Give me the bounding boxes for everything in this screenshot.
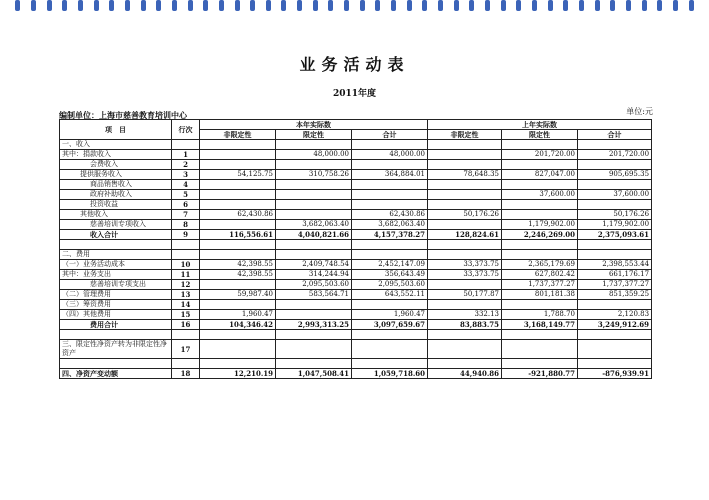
amount-cell bbox=[428, 180, 502, 190]
row-line-number: 18 bbox=[172, 369, 200, 379]
amount-cell: 12,210.19 bbox=[200, 369, 276, 379]
row-line-number: 17 bbox=[172, 340, 200, 359]
report-year: 2011年度 bbox=[332, 89, 377, 99]
amount-cell bbox=[276, 190, 352, 200]
row-line-number bbox=[172, 330, 200, 340]
amount-cell: 3,249,912.69 bbox=[578, 320, 652, 330]
amount-cell: 1,059,718.60 bbox=[352, 369, 428, 379]
amount-cell bbox=[200, 180, 276, 190]
amount-cell: 1,737,377.27 bbox=[502, 280, 578, 290]
table-row bbox=[60, 160, 652, 170]
row-label: 会费收入 bbox=[60, 160, 172, 170]
binding-ring bbox=[344, 0, 349, 11]
amount-cell bbox=[200, 190, 276, 200]
amount-cell: 1,047,508.41 bbox=[276, 369, 352, 379]
amount-cell bbox=[352, 250, 428, 260]
binding-ring bbox=[422, 0, 427, 11]
amount-cell: 2,409,748.54 bbox=[276, 260, 352, 270]
binding-ring bbox=[579, 0, 584, 11]
amount-cell bbox=[276, 210, 352, 220]
amount-cell bbox=[428, 220, 502, 230]
binding-ring bbox=[219, 0, 224, 11]
amount-cell: 2,095,503.60 bbox=[352, 280, 428, 290]
table-row bbox=[60, 140, 652, 150]
amount-cell bbox=[428, 359, 502, 369]
amount-cell: 33,373.75 bbox=[428, 260, 502, 270]
row-line-number: 7 bbox=[172, 210, 200, 220]
amount-cell bbox=[502, 330, 578, 340]
amount-cell bbox=[578, 200, 652, 210]
binding-ring bbox=[313, 0, 318, 11]
amount-cell: 3,097,659.67 bbox=[352, 320, 428, 330]
amount-cell bbox=[352, 190, 428, 200]
row-label: 收入合计 bbox=[60, 230, 172, 240]
amount-cell: 48,000.00 bbox=[276, 150, 352, 160]
table-row bbox=[60, 320, 652, 330]
binding-ring bbox=[391, 0, 396, 11]
unit-label: 单位:元 bbox=[626, 107, 653, 116]
amount-cell: 62,430.86 bbox=[200, 210, 276, 220]
amount-cell: 37,600.00 bbox=[578, 190, 652, 200]
amount-cell bbox=[502, 200, 578, 210]
amount-cell bbox=[352, 300, 428, 310]
amount-cell: 4,040,821.66 bbox=[276, 230, 352, 240]
amount-cell: 201,720.00 bbox=[578, 150, 652, 160]
table-row bbox=[60, 240, 652, 250]
binding-ring bbox=[595, 0, 600, 11]
row-line-number: 13 bbox=[172, 290, 200, 300]
amount-cell bbox=[276, 140, 352, 150]
amount-cell: 2,452,147.09 bbox=[352, 260, 428, 270]
amount-cell bbox=[428, 240, 502, 250]
table-row bbox=[60, 250, 652, 260]
amount-cell bbox=[502, 250, 578, 260]
binding-ring bbox=[563, 0, 568, 11]
amount-cell: 104,346.42 bbox=[200, 320, 276, 330]
row-line-number bbox=[172, 250, 200, 260]
row-label: 二、费用 bbox=[60, 250, 172, 260]
amount-cell: 583,564.71 bbox=[276, 290, 352, 300]
amount-cell bbox=[276, 310, 352, 320]
amount-cell: 62,430.86 bbox=[352, 210, 428, 220]
amount-cell: 1,960.47 bbox=[200, 310, 276, 320]
amount-cell bbox=[276, 240, 352, 250]
row-line-number: 4 bbox=[172, 180, 200, 190]
amount-cell bbox=[276, 160, 352, 170]
binding-ring bbox=[328, 0, 333, 11]
table-row bbox=[60, 270, 652, 280]
amount-cell bbox=[200, 359, 276, 369]
binding-ring bbox=[375, 0, 380, 11]
binding-ring bbox=[31, 0, 36, 11]
binding-ring bbox=[188, 0, 193, 11]
binding-ring bbox=[172, 0, 177, 11]
amount-cell: 4,157,378.27 bbox=[352, 230, 428, 240]
header-total: 合计 bbox=[352, 130, 428, 140]
amount-cell bbox=[428, 140, 502, 150]
amount-cell: 128,824.61 bbox=[428, 230, 502, 240]
amount-cell bbox=[578, 250, 652, 260]
row-line-number bbox=[172, 240, 200, 250]
row-label: 一、收入 bbox=[60, 140, 172, 150]
binding-ring bbox=[109, 0, 114, 11]
row-label: 商品销售收入 bbox=[60, 180, 172, 190]
header-restricted: 限定性 bbox=[502, 130, 578, 140]
row-line-number: 2 bbox=[172, 160, 200, 170]
amount-cell bbox=[502, 340, 578, 359]
amount-cell: 1,960.47 bbox=[352, 310, 428, 320]
amount-cell bbox=[200, 280, 276, 290]
binding-ring bbox=[15, 0, 20, 11]
table-row bbox=[60, 290, 652, 300]
amount-cell: 1,179,902.00 bbox=[502, 220, 578, 230]
binding-ring bbox=[610, 0, 615, 11]
amount-cell bbox=[200, 300, 276, 310]
table-row bbox=[60, 180, 652, 190]
amount-cell: 801,181.38 bbox=[502, 290, 578, 300]
amount-cell: 78,648.35 bbox=[428, 170, 502, 180]
amount-cell bbox=[502, 180, 578, 190]
binding-ring bbox=[626, 0, 631, 11]
amount-cell: 314,244.94 bbox=[276, 270, 352, 280]
row-label: 其中：业务支出 bbox=[60, 270, 172, 280]
binding-ring bbox=[657, 0, 662, 11]
amount-cell: 59,987.40 bbox=[200, 290, 276, 300]
row-label: 三、限定性净资产转为非限定性净资产 bbox=[60, 340, 172, 359]
amount-cell bbox=[428, 200, 502, 210]
row-line-number: 3 bbox=[172, 170, 200, 180]
table-row bbox=[60, 210, 652, 220]
row-label: （四）其他费用 bbox=[60, 310, 172, 320]
amount-cell bbox=[578, 330, 652, 340]
amount-cell: -921,880.77 bbox=[502, 369, 578, 379]
document-title: 业务活动表 bbox=[299, 55, 410, 74]
amount-cell bbox=[352, 200, 428, 210]
row-label: 四、净资产变动额 bbox=[60, 369, 172, 379]
header-row-1 bbox=[60, 120, 652, 130]
amount-cell: 3,682,063.40 bbox=[276, 220, 352, 230]
amount-cell bbox=[200, 250, 276, 260]
binding-ring bbox=[281, 0, 286, 11]
amount-cell bbox=[276, 250, 352, 260]
binding-ring bbox=[438, 0, 443, 11]
amount-cell bbox=[352, 160, 428, 170]
row-label: （一）业务活动成本 bbox=[60, 260, 172, 270]
amount-cell bbox=[276, 330, 352, 340]
binding-ring bbox=[141, 0, 146, 11]
amount-cell bbox=[578, 140, 652, 150]
amount-cell bbox=[352, 240, 428, 250]
amount-cell bbox=[502, 240, 578, 250]
row-line-number: 9 bbox=[172, 230, 200, 240]
row-label: 投资收益 bbox=[60, 200, 172, 210]
amount-cell: 643,552.11 bbox=[352, 290, 428, 300]
row-line-number: 11 bbox=[172, 270, 200, 280]
amount-cell bbox=[352, 340, 428, 359]
header-unrestricted: 非限定性 bbox=[200, 130, 276, 140]
amount-cell bbox=[352, 359, 428, 369]
row-label: 慈善培训专项支出 bbox=[60, 280, 172, 290]
activity-table bbox=[59, 119, 652, 379]
binding-ring bbox=[516, 0, 521, 11]
table-row bbox=[60, 340, 652, 359]
amount-cell bbox=[200, 330, 276, 340]
binding-ring bbox=[203, 0, 208, 11]
amount-cell: 54,125.75 bbox=[200, 170, 276, 180]
row-label: 慈善培训专项收入 bbox=[60, 220, 172, 230]
binding-ring bbox=[407, 0, 412, 11]
binding-ring bbox=[532, 0, 537, 11]
row-line-number: 8 bbox=[172, 220, 200, 230]
amount-cell bbox=[502, 210, 578, 220]
amount-cell: 50,177.87 bbox=[428, 290, 502, 300]
amount-cell: 44,940.86 bbox=[428, 369, 502, 379]
binding-ring bbox=[94, 0, 99, 11]
table-row bbox=[60, 200, 652, 210]
binding-ring bbox=[501, 0, 506, 11]
table-row bbox=[60, 150, 652, 160]
binding-rings bbox=[0, 0, 709, 14]
organization-label: 编制单位：上海市慈善教育培训中心 bbox=[59, 110, 187, 120]
binding-ring bbox=[62, 0, 67, 11]
binding-ring bbox=[235, 0, 240, 11]
amount-cell: 851,359.25 bbox=[578, 290, 652, 300]
row-label bbox=[60, 240, 172, 250]
table-row bbox=[60, 190, 652, 200]
binding-ring bbox=[297, 0, 302, 11]
table-row bbox=[60, 369, 652, 379]
header-total: 合计 bbox=[578, 130, 652, 140]
table-row bbox=[60, 359, 652, 369]
row-line-number: 1 bbox=[172, 150, 200, 160]
amount-cell bbox=[578, 359, 652, 369]
amount-cell bbox=[428, 150, 502, 160]
table-row bbox=[60, 170, 652, 180]
row-label: （三）筹资费用 bbox=[60, 300, 172, 310]
amount-cell: 42,398.55 bbox=[200, 270, 276, 280]
amount-cell bbox=[276, 300, 352, 310]
amount-cell bbox=[276, 180, 352, 190]
amount-cell: 2,246,269.00 bbox=[502, 230, 578, 240]
row-label: 政府补助收入 bbox=[60, 190, 172, 200]
row-line-number: 10 bbox=[172, 260, 200, 270]
amount-cell: 332.13 bbox=[428, 310, 502, 320]
amount-cell: 905,695.35 bbox=[578, 170, 652, 180]
amount-cell: 116,556.61 bbox=[200, 230, 276, 240]
binding-ring bbox=[125, 0, 130, 11]
amount-cell: 2,993,313.25 bbox=[276, 320, 352, 330]
table-row bbox=[60, 260, 652, 270]
amount-cell bbox=[428, 340, 502, 359]
binding-ring bbox=[47, 0, 52, 11]
amount-cell: 661,176.17 bbox=[578, 270, 652, 280]
amount-cell bbox=[200, 340, 276, 359]
amount-cell bbox=[428, 300, 502, 310]
binding-ring bbox=[250, 0, 255, 11]
amount-cell bbox=[428, 160, 502, 170]
amount-cell: 50,176.26 bbox=[578, 210, 652, 220]
amount-cell bbox=[502, 140, 578, 150]
amount-cell bbox=[352, 180, 428, 190]
row-line-number bbox=[172, 359, 200, 369]
amount-cell: 37,600.00 bbox=[502, 190, 578, 200]
row-line-number: 12 bbox=[172, 280, 200, 290]
amount-cell bbox=[200, 140, 276, 150]
header-previous-year: 上年实际数 bbox=[428, 120, 652, 130]
binding-ring bbox=[642, 0, 647, 11]
amount-cell: 48,000.00 bbox=[352, 150, 428, 160]
header-current-year: 本年实际数 bbox=[200, 120, 428, 130]
table-row bbox=[60, 220, 652, 230]
amount-cell: -876,939.91 bbox=[578, 369, 652, 379]
row-label bbox=[60, 359, 172, 369]
row-line-number: 16 bbox=[172, 320, 200, 330]
amount-cell: 827,047.00 bbox=[502, 170, 578, 180]
row-line-number: 5 bbox=[172, 190, 200, 200]
binding-ring bbox=[485, 0, 490, 11]
binding-ring bbox=[454, 0, 459, 11]
amount-cell: 2,375,093.61 bbox=[578, 230, 652, 240]
amount-cell: 2,095,503.60 bbox=[276, 280, 352, 290]
amount-cell: 3,168,149.77 bbox=[502, 320, 578, 330]
amount-cell bbox=[428, 250, 502, 260]
amount-cell: 42,398.55 bbox=[200, 260, 276, 270]
amount-cell bbox=[428, 280, 502, 290]
amount-cell bbox=[578, 300, 652, 310]
amount-cell: 310,758.26 bbox=[276, 170, 352, 180]
amount-cell: 1,788.70 bbox=[502, 310, 578, 320]
binding-ring bbox=[689, 0, 694, 11]
amount-cell bbox=[578, 180, 652, 190]
row-label: 其中：捐款收入 bbox=[60, 150, 172, 160]
amount-cell bbox=[200, 240, 276, 250]
amount-cell bbox=[352, 330, 428, 340]
amount-cell bbox=[352, 140, 428, 150]
amount-cell bbox=[578, 240, 652, 250]
amount-cell bbox=[502, 359, 578, 369]
header-restricted: 限定性 bbox=[276, 130, 352, 140]
amount-cell: 201,720.00 bbox=[502, 150, 578, 160]
binding-ring bbox=[78, 0, 83, 11]
amount-cell bbox=[276, 200, 352, 210]
amount-cell bbox=[578, 160, 652, 170]
amount-cell bbox=[578, 340, 652, 359]
amount-cell: 364,884.01 bbox=[352, 170, 428, 180]
amount-cell bbox=[428, 190, 502, 200]
table-row bbox=[60, 230, 652, 240]
amount-cell: 2,365,179.69 bbox=[502, 260, 578, 270]
amount-cell: 2,398,553.44 bbox=[578, 260, 652, 270]
amount-cell: 83,883.75 bbox=[428, 320, 502, 330]
row-line-number: 6 bbox=[172, 200, 200, 210]
binding-ring bbox=[156, 0, 161, 11]
amount-cell bbox=[502, 160, 578, 170]
amount-cell bbox=[200, 220, 276, 230]
binding-ring bbox=[673, 0, 678, 11]
binding-ring bbox=[469, 0, 474, 11]
amount-cell: 627,802.42 bbox=[502, 270, 578, 280]
table-row bbox=[60, 300, 652, 310]
amount-cell: 1,179,902.00 bbox=[578, 220, 652, 230]
row-label bbox=[60, 330, 172, 340]
amount-cell bbox=[276, 340, 352, 359]
binding-ring bbox=[360, 0, 365, 11]
row-line-number: 14 bbox=[172, 300, 200, 310]
table-row bbox=[60, 280, 652, 290]
amount-cell: 3,682,063.40 bbox=[352, 220, 428, 230]
row-label: （二）管理费用 bbox=[60, 290, 172, 300]
row-label: 费用合计 bbox=[60, 320, 172, 330]
binding-ring bbox=[266, 0, 271, 11]
amount-cell: 1,737,377.27 bbox=[578, 280, 652, 290]
row-line-number: 15 bbox=[172, 310, 200, 320]
amount-cell: 356,643.49 bbox=[352, 270, 428, 280]
row-line-number bbox=[172, 140, 200, 150]
table-row bbox=[60, 310, 652, 320]
amount-cell: 50,176.26 bbox=[428, 210, 502, 220]
header-line: 行次 bbox=[172, 120, 200, 140]
amount-cell bbox=[428, 330, 502, 340]
amount-cell: 33,373.75 bbox=[428, 270, 502, 280]
header-item: 项 目 bbox=[60, 120, 172, 140]
amount-cell bbox=[276, 359, 352, 369]
row-label: 提供服务收入 bbox=[60, 170, 172, 180]
binding-ring bbox=[548, 0, 553, 11]
amount-cell bbox=[200, 150, 276, 160]
amount-cell bbox=[502, 300, 578, 310]
amount-cell: 2,120.83 bbox=[578, 310, 652, 320]
table-row bbox=[60, 330, 652, 340]
row-label: 其他收入 bbox=[60, 210, 172, 220]
amount-cell bbox=[200, 160, 276, 170]
amount-cell bbox=[200, 200, 276, 210]
header-unrestricted: 非限定性 bbox=[428, 130, 502, 140]
